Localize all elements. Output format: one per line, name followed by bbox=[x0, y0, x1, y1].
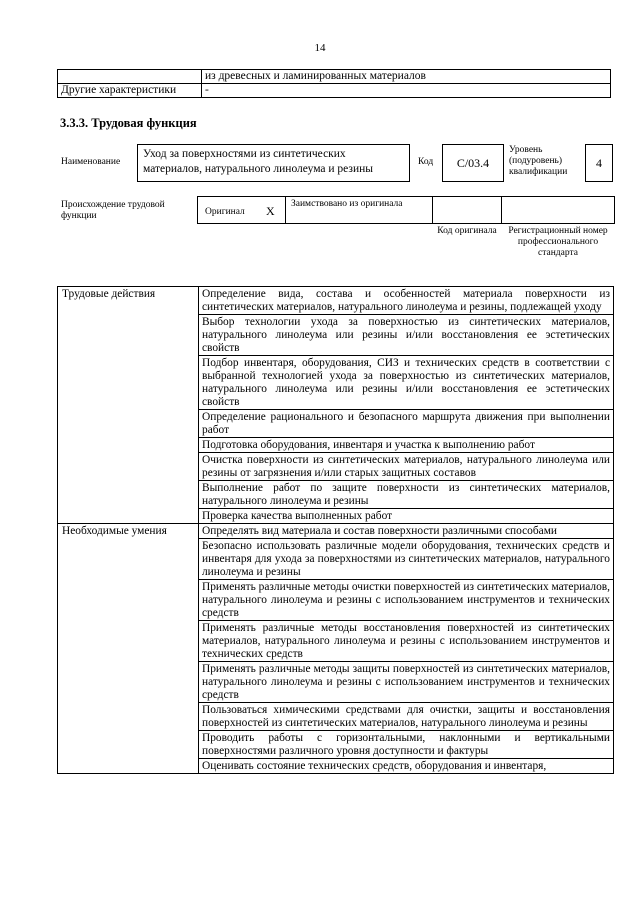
description-cell: Оценивать состояние технических средств, оборудования и инвентаря, bbox=[199, 759, 614, 774]
description-cell: Выбор технологии ухода за поверхностью из синтетических материалов, натурального линолеума или резины и/или восстановления ее эстетических свойств bbox=[199, 315, 614, 356]
description-cell: Очистка поверхности из синтетических материалов, натурального линолеума или резины от загрязнения и/или старых защитных составов bbox=[199, 453, 614, 481]
registration-number-caption: Регистрационный номер профессионального стандарта bbox=[508, 226, 608, 258]
description-cell: Проверка качества выполненных работ bbox=[199, 509, 614, 524]
code-value-box bbox=[442, 144, 504, 182]
original-label: Оригинал bbox=[205, 207, 245, 217]
code-value: С/03.4 bbox=[456, 155, 490, 170]
description-cell: Выполнение работ по защите поверхности из синтетических материалов, натурального линолеума и резины bbox=[199, 481, 614, 509]
name-label: Наименование bbox=[61, 157, 121, 167]
level-value-box bbox=[585, 144, 613, 182]
section-title: 3.3.3. Трудовая функция bbox=[60, 116, 197, 130]
table-row bbox=[58, 524, 614, 539]
labor-function-table bbox=[57, 286, 614, 774]
description-cell: Применять различные методы защиты поверхностей из синтетических материалов, натурального линолеума и резины с использованием инструментов и технических средств bbox=[199, 662, 614, 703]
table-row bbox=[58, 287, 614, 315]
table-cell: из древесных и ламинированных материалов bbox=[202, 70, 611, 84]
description-cell: Определять вид материала и состав поверхности различными способами bbox=[199, 524, 614, 539]
function-name-value: Уход за поверхностями из синтетических материалов, натурального линолеума и резины bbox=[143, 148, 373, 175]
description-cell: Подготовка оборудования, инвентаря и участка к выполнению работ bbox=[199, 438, 614, 453]
divider bbox=[501, 197, 502, 223]
description-cell: Определение рационального и безопасного маршрута движения при выполнении работ bbox=[199, 410, 614, 438]
divider bbox=[285, 197, 286, 223]
table-cell: - bbox=[202, 84, 611, 98]
table-cell: Другие характеристики bbox=[58, 84, 202, 98]
description-cell: Пользоваться химическими средствами для очистки, защиты и восстановления поверхностей из синтетических материалов, натурального линолеума и резины bbox=[199, 703, 614, 731]
level-value: 4 bbox=[596, 155, 602, 170]
description-cell: Применять различные методы восстановления поверхностей из синтетических материалов, натурального линолеума и резины с использованием инструментов и технических средств bbox=[199, 621, 614, 662]
code-original-caption: Код оригинала bbox=[437, 226, 497, 236]
page-number: 14 bbox=[314, 42, 326, 54]
original-mark: X bbox=[266, 204, 275, 218]
table-row bbox=[58, 84, 611, 98]
origin-box bbox=[197, 196, 615, 224]
description-cell: Безопасно использовать различные модели оборудования, технических средств и инвентаря для ухода за поверхностями из синтетических материалов, натурального линолеума и резины bbox=[199, 539, 614, 580]
description-cell: Применять различные методы очистки поверхностей из синтетических материалов, натурального линолеума и резины с использованием инструментов и технических средств bbox=[199, 580, 614, 621]
table-cell bbox=[58, 70, 202, 84]
category-cell: Трудовые действия bbox=[58, 287, 199, 524]
borrowed-label: Заимствовано из оригинала bbox=[291, 199, 403, 209]
description-cell: Подбор инвентаря, оборудования, СИЗ и технических средств в соответствии с выбранной технологией ухода за поверхностью из синтетических материалов, натурального линолеума или резины и/или восстановления ее эстетических свойств bbox=[199, 356, 614, 410]
previous-table bbox=[57, 69, 611, 98]
code-label: Код bbox=[418, 157, 434, 167]
description-cell: Проводить работы с горизонтальными, наклонными и вертикальными поверхностями различного уровня доступности и фактуры bbox=[199, 731, 614, 759]
function-name-box bbox=[137, 144, 410, 182]
origin-label: Происхождение трудовой функции bbox=[61, 200, 165, 221]
category-cell: Необходимые умения bbox=[58, 524, 199, 774]
level-label: Уровень (подуровень) квалификации bbox=[509, 145, 568, 177]
table-row bbox=[58, 70, 611, 84]
description-cell: Определение вида, состава и особенностей материала поверхности из синтетических материалов, натурального линолеума и резины, подлежащей уходу bbox=[199, 287, 614, 315]
divider bbox=[432, 197, 433, 223]
